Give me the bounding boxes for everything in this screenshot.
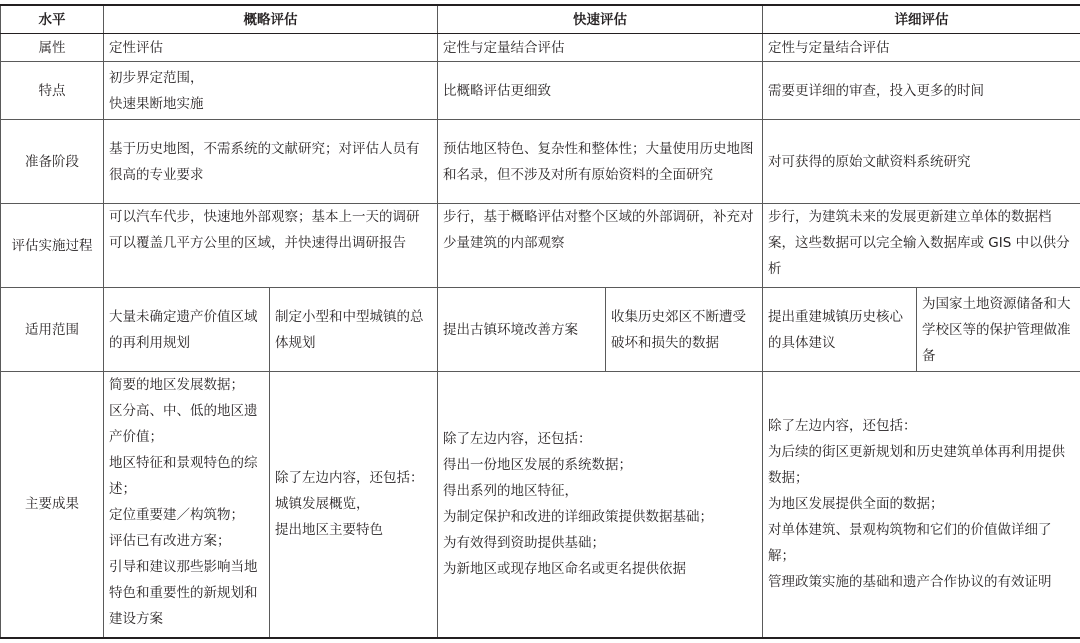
cell-features-rapid: 比概略评估更细致	[438, 62, 763, 120]
cell-attribute-rough: 定性评估	[104, 34, 438, 62]
cell-process-rough: 可以汽车代步，快速地外部观察；基本上一天的调研可以覆盖几平方公里的区域，并快速得出调研报告	[104, 204, 438, 288]
cell-scope-rapid-a: 提出古镇环境改善方案	[438, 288, 606, 372]
cell-preparation-rough: 基于历史地图，不需系统的文献研究；对评估人员有很高的专业要求	[104, 120, 438, 204]
row-label-process: 评估实施过程	[1, 204, 104, 288]
row-label-results: 主要成果	[1, 372, 104, 638]
row-attribute	[1, 34, 1080, 62]
results-detailed-text: 除了左边内容，还包括： 为后续的街区更新规划和历史建筑单体再利用提供数据； 为地区发展提供全面的数据； 对单体建筑、景观构筑物和它们的价值做详细了解； 管理政策实施的基础和遗产合作协议的有效证明	[768, 418, 1065, 591]
results-rough-b-text: 除了左边内容，还包括： 城镇发展概览， 提出地区主要特色	[275, 470, 424, 539]
cell-features-rough	[104, 62, 438, 120]
cell-scope-detailed-a: 提出重建城镇历史核心的具体建议	[763, 288, 917, 372]
row-preparation	[1, 120, 1080, 204]
cell-process-rapid: 步行，基于概略评估对整个区域的外部调研，补充对少量建筑的内部观察	[438, 204, 763, 288]
cell-scope-rough-a: 大量未确定遗产价值区域的再利用规划	[104, 288, 270, 372]
row-results	[1, 372, 1080, 638]
cell-results-rough-b	[270, 372, 438, 638]
header-row	[1, 5, 1080, 34]
cell-results-detailed	[763, 372, 1080, 638]
features-rough-text: 初步界定范围， 快速果断地实施	[109, 69, 204, 112]
cell-scope-rapid-b: 收集历史郊区不断遭受破坏和损失的数据	[606, 288, 763, 372]
header-level: 水平	[1, 5, 104, 34]
header-detailed-evaluation: 详细评估	[763, 5, 1080, 34]
results-rapid-text: 除了左边内容，还包括： 得出一份地区发展的系统数据； 得出系列的地区特征， 为制定保护和改进的详细政策提供数据基础； 为有效得到资助提供基础； 为新地区或现存地区命名或更名提供依据	[443, 431, 713, 578]
row-scope	[1, 288, 1080, 372]
row-features	[1, 62, 1080, 120]
cell-process-detailed: 步行，为建筑未来的发展更新建立单体的数据档案，这些数据可以完全输入数据库或 GIS 中以供分析	[763, 204, 1080, 288]
cell-results-rough-a	[104, 372, 270, 638]
header-rapid-evaluation: 快速评估	[438, 5, 763, 34]
row-process	[1, 204, 1080, 288]
results-rough-a-text: 简要的地区发展数据； 区分高、中、低的地区遗产价值； 地区特征和景观特色的综述； 定位重要建／构筑物； 评估已有改进方案； 引导和建议那些影响当地特色和重要性的新规划和建设方案	[109, 377, 258, 627]
cell-scope-rough-b: 制定小型和中型城镇的总体规划	[270, 288, 438, 372]
cell-scope-detailed-b: 为国家土地资源储备和大学校区等的保护管理做准备	[917, 288, 1080, 372]
cell-attribute-rapid: 定性与定量结合评估	[438, 34, 763, 62]
evaluation-comparison-table	[0, 4, 1080, 639]
header-rough-evaluation: 概略评估	[104, 5, 438, 34]
row-label-features: 特点	[1, 62, 104, 120]
row-label-preparation: 准备阶段	[1, 120, 104, 204]
cell-attribute-detailed: 定性与定量结合评估	[763, 34, 1080, 62]
row-label-scope: 适用范围	[1, 288, 104, 372]
cell-results-rapid	[438, 372, 763, 638]
cell-preparation-rapid: 预估地区特色、复杂性和整体性；大量使用历史地图和名录，但不涉及对所有原始资料的全面研究	[438, 120, 763, 204]
cell-features-detailed: 需要更详细的审查，投入更多的时间	[763, 62, 1080, 120]
cell-preparation-detailed: 对可获得的原始文献资料系统研究	[763, 120, 1080, 204]
row-label-attribute: 属性	[1, 34, 104, 62]
